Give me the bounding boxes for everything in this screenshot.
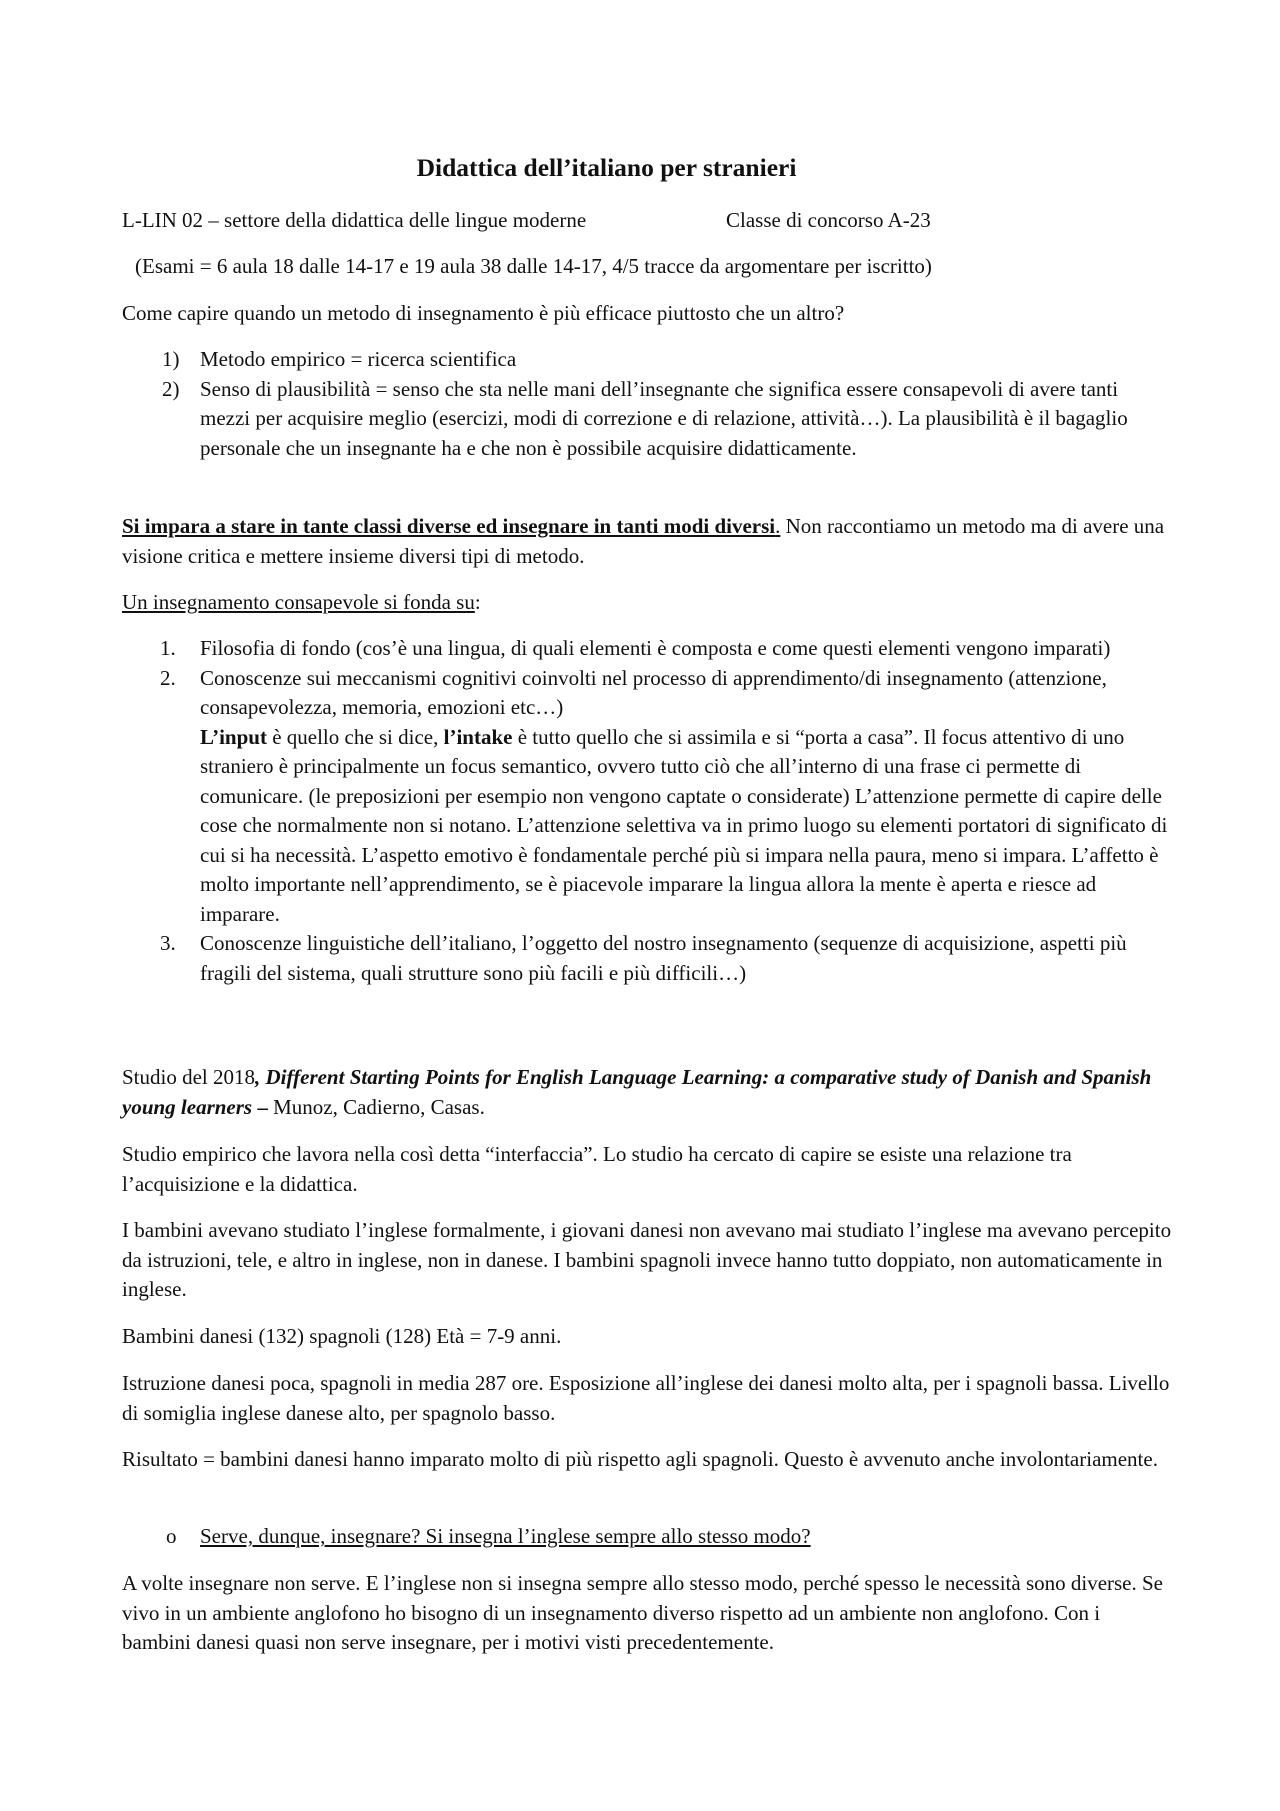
foundation-heading xyxy=(122,588,1172,618)
list-number: 1. xyxy=(160,636,176,660)
input-term: L’input xyxy=(200,724,267,749)
closing-paragraph: A volte insegnare non serve. E l’inglese non si insegna sempre allo stesso modo, perché spesso le necessità sono diverse. Se vivo in un ambiente anglofono ho bisogno di un insegnamento diverso rispetto ad un ambiente non anglofono. Con i bambini danesi quasi non serve insegnare, per i motivi visti precedentemente. xyxy=(122,1571,1164,1654)
methods-list xyxy=(122,345,1172,463)
list-item xyxy=(122,375,1172,464)
foundations-list xyxy=(122,634,1172,988)
course-header xyxy=(122,206,1172,236)
competition-class: Classe di concorso A-23 xyxy=(726,208,931,232)
study-citation xyxy=(122,1063,1172,1122)
list-number: 2. xyxy=(160,665,176,690)
bullet-marker: o xyxy=(166,1524,177,1548)
list-number: 3. xyxy=(160,931,176,955)
learn-paragraph xyxy=(122,512,1172,571)
bullet-question xyxy=(122,1522,1172,1552)
paragraph: Istruzione danesi poca, spagnoli in media 287 ore. Esposizione all’inglese dei danesi molto alta, per i spagnoli bassa. Livello di somiglia inglese danese alto, per spagnolo basso. xyxy=(122,1371,1170,1425)
list-item-text: Senso di plausibilità = senso che sta nelle mani dell’insegnante che significa essere consapevoli di avere tanti mezzi per acquisire meglio (esercizi, modi di correzione e di relazione, attività…). La plausibilità è il bagaglio personale che un insegnante ha e che non è possibile acquisire didatticamente. xyxy=(200,376,1128,460)
input-intake-paragraph xyxy=(200,723,1172,930)
bullet-text: Serve, dunque, insegnare? Si insegna l’inglese sempre allo stesso modo? xyxy=(200,1524,811,1548)
intro-question: Come capire quando un metodo di insegnamento è più efficace piuttosto che un altro? xyxy=(122,301,845,325)
list-number: 1) xyxy=(162,347,180,371)
intake-detail: è tutto quello che si assimila e si “porta a casa”. Il focus attentivo di uno straniero è principalmente un focus semantico, ovvero tutto ciò che all’interno di una frase ci permette di comunicare. (le preposizioni per esempio non vengono captate o considerate) L’attenzione permette di capire delle cose che normalmente non si notano. L’attenzione selettiva va in primo luogo su elementi portatori di significato di cui si ha necessità. L’aspetto emotivo è fondamentale perché più si impara nella paura, meno si impara. L’affetto è molto importante nell’apprendimento, se è piacevole imparare la lingua allora la mente è aperta e riesce ad imparare. xyxy=(200,724,1168,926)
list-item-text: Metodo empirico = ricerca scientifica xyxy=(200,347,517,371)
paragraph: Studio empirico che lavora nella così detta “interfaccia”. Lo studio ha cercato di capire se esiste una relazione tra l’acquisizione e la didattica. xyxy=(122,1142,1072,1196)
study-dash: – xyxy=(252,1094,274,1119)
foundation-heading-colon: : xyxy=(474,590,481,614)
foundation-heading-text: Un insegnamento consapevole si fonda su xyxy=(122,590,475,614)
paragraph: Bambini danesi (132) spagnoli (128) Età = 7-9 anni. xyxy=(122,1324,562,1348)
learn-emphasis: Si impara a stare in tante classi diverse ed insegnare in tanti modi diversi xyxy=(122,514,776,538)
study-title: , Different Starting Points for English Language Learning: a comparative study of Danish and Spanish young learners xyxy=(122,1065,1152,1119)
learn-dot: . xyxy=(775,514,781,538)
study-prefix: Studio del 2018 xyxy=(122,1065,256,1089)
page-title: Didattica dell’italiano per stranieri xyxy=(416,153,797,182)
paragraph: I bambini avevano studiato l’inglese formalmente, i giovani danesi non avevano mai studiato l’inglese ma avevano percepito da istruzioni, tele, e altro in inglese, non in danese. I bambini spagnoli invece hanno tutto doppiato, non automaticamente in inglese. xyxy=(122,1218,1172,1301)
paragraph: Risultato = bambini danesi hanno imparato molto di più rispetto agli spagnoli. Questo è avvenuto anche involontariamente. xyxy=(122,1447,1158,1471)
input-definition: è quello che si dice, xyxy=(266,724,444,749)
exam-info: (Esami = 6 aula 18 dalle 14-17 e 19 aula 38 dalle 14-17, 4/5 tracce da argomentare per iscritto) xyxy=(135,254,932,278)
list-item xyxy=(122,345,1172,375)
learn-rest: Non raccontiamo un metodo ma di avere una visione critica e mettere insieme diversi tipi di metodo. xyxy=(122,514,1165,568)
list-item xyxy=(122,634,1172,664)
course-code: L-LIN 02 – settore della didattica delle lingue moderne xyxy=(122,208,587,232)
intake-term: l’intake xyxy=(443,724,513,749)
study-authors: Munoz, Cadierno, Casas. xyxy=(273,1094,485,1119)
list-item-text: Conoscenze linguistiche dell’italiano, l’oggetto del nostro insegnamento (sequenze di acquisizione, aspetti più fragili del sistema, quali strutture sono più facili e più difficili…) xyxy=(200,931,1127,985)
list-number: 2) xyxy=(162,376,180,401)
list-item-text: Filosofia di fondo (cos’è una lingua, di quali elementi è composta e come questi elementi vengono imparati) xyxy=(200,636,1111,660)
list-item-text: Conoscenze sui meccanismi cognitivi coinvolti nel processo di apprendimento/di insegnamento (attenzione, consapevolezza, memoria, emozioni etc…) xyxy=(200,665,1107,719)
list-item xyxy=(122,664,1172,930)
list-item xyxy=(122,929,1172,988)
